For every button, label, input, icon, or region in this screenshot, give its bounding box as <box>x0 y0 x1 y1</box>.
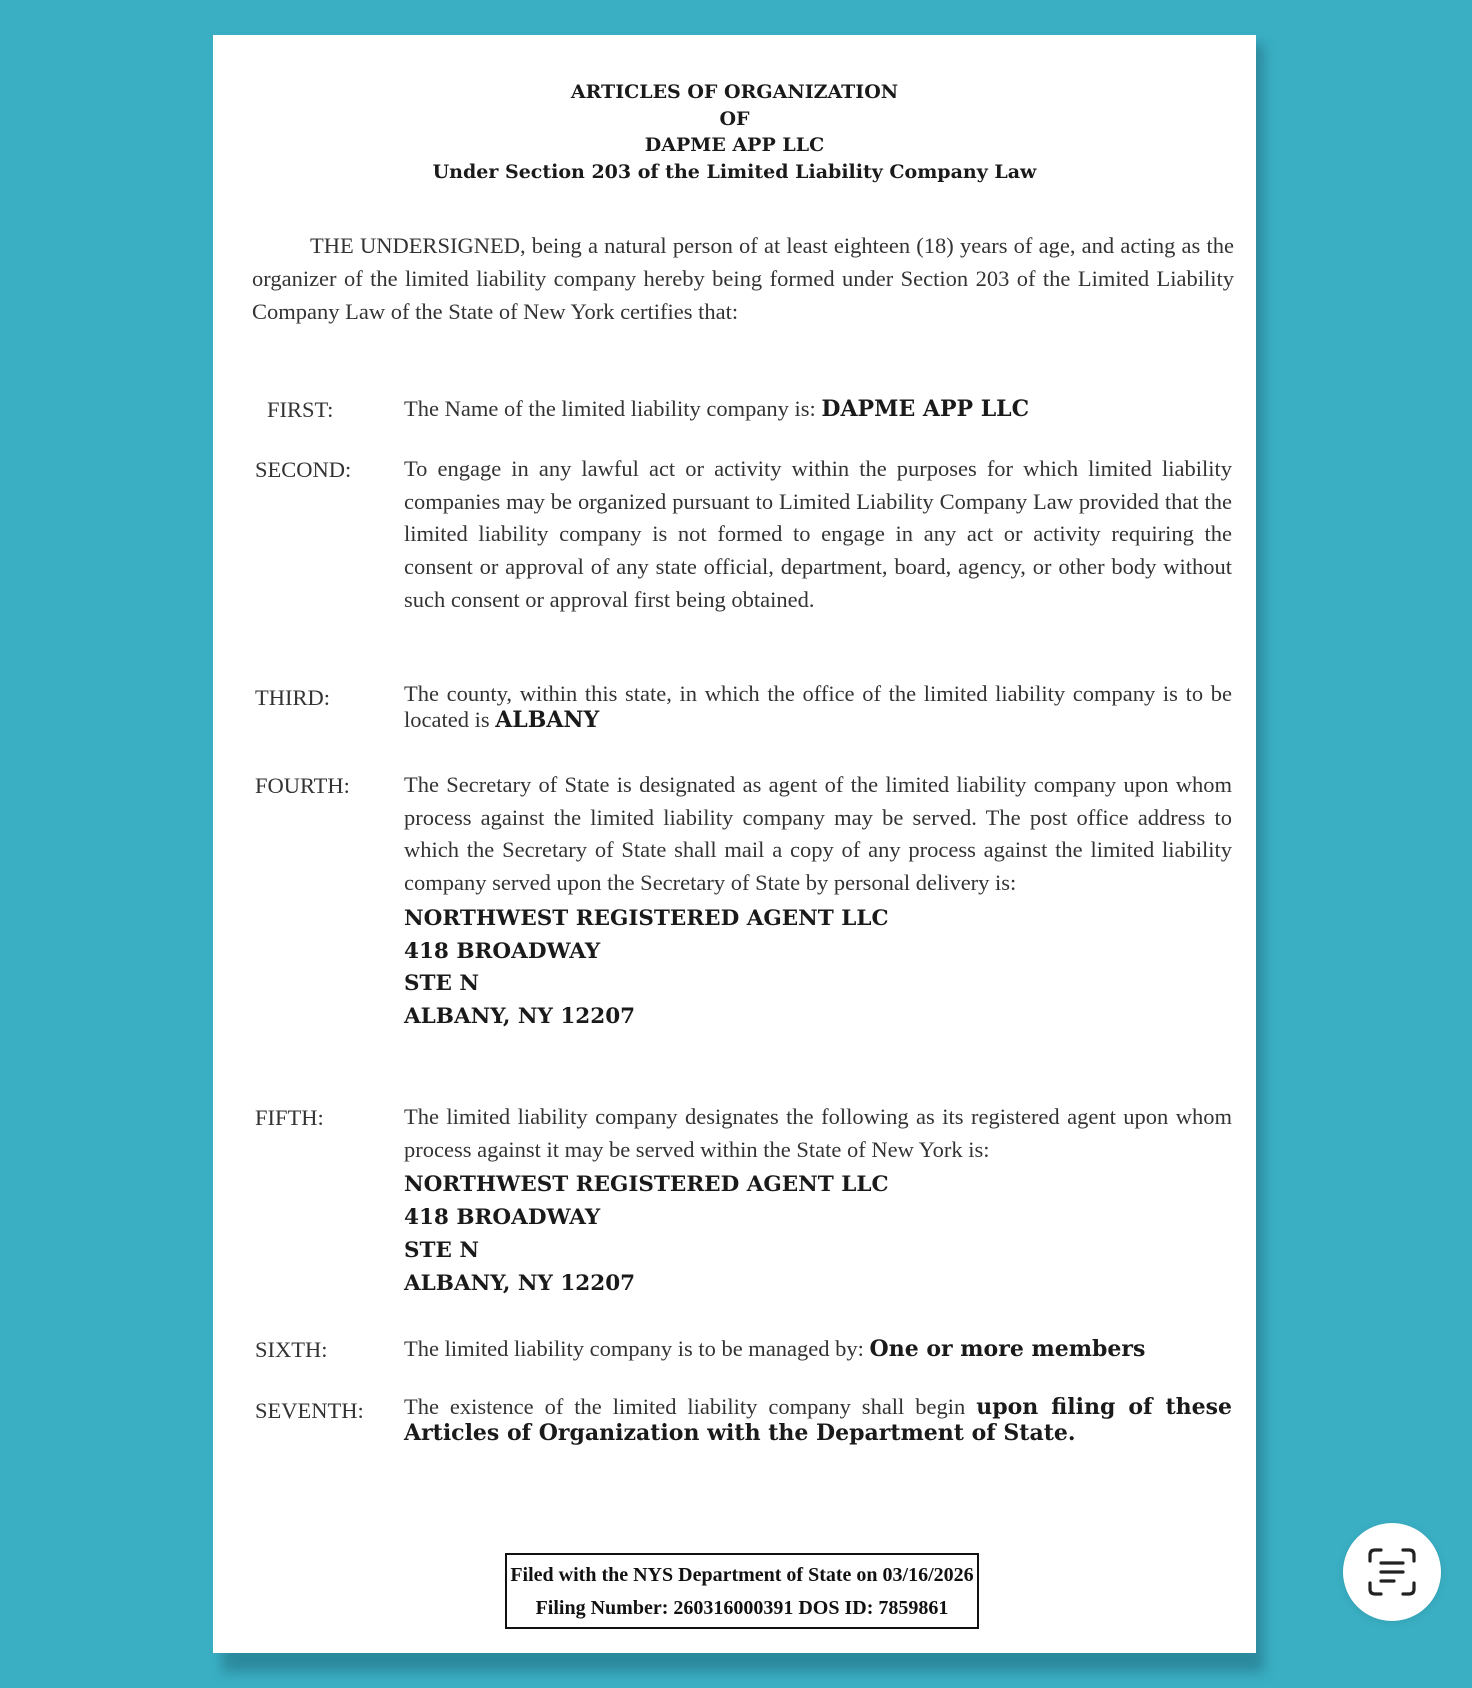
filing-stamp <box>505 1553 979 1629</box>
company-name: DAPME APP LLC <box>821 396 1030 422</box>
article-label: SEVENTH: <box>255 1398 364 1423</box>
document-header <box>213 79 1256 185</box>
article-body: The Secretary of State is designated as agent of the limited liability company upon whom process against the limited liability company may be served. The post office address to which the Secretary of State shall mail a copy of any process against the limited liability company served upon the Secretary of State by personal delivery is: <box>404 772 1232 896</box>
article-label: SIXTH: <box>255 1337 328 1362</box>
article-label: FOURTH: <box>255 773 350 798</box>
header-subtitle: Under Section 203 of the Limited Liability Company Law <box>432 160 1037 183</box>
agent-address <box>404 1169 1232 1300</box>
article-body: The Name of the limited liability company is: <box>404 396 822 421</box>
existence-clause: upon filing of these Articles of Organization with the Department of State. <box>404 1394 1232 1446</box>
header-of: OF <box>719 107 750 130</box>
article-text <box>404 1333 1232 1366</box>
article-text <box>404 1394 1232 1446</box>
scan-text-button[interactable] <box>1343 1523 1441 1621</box>
article-text <box>404 769 1232 1034</box>
article-label: FIRST: <box>267 397 334 422</box>
article-body: The limited liability company is to be managed by: <box>404 1336 870 1361</box>
article-label: SECOND: <box>255 457 352 482</box>
article-text <box>404 1101 1232 1300</box>
article-body: The county, within this state, in which the office of the limited liability company is to be located is <box>404 681 1232 732</box>
address-line: NORTHWEST REGISTERED AGENT LLC <box>404 905 889 931</box>
address-line: 418 BROADWAY <box>404 1205 601 1231</box>
address-line: STE N <box>404 1237 480 1263</box>
article-body: The limited liability company designates the following as its registered agent upon whom process against it may be served within the State of New York is: <box>404 1104 1232 1162</box>
agent-address <box>404 903 1232 1034</box>
header-title: ARTICLES OF ORGANIZATION <box>570 81 899 103</box>
intro-paragraph: THE UNDERSIGNED, being a natural person of at least eighteen (18) years of age, and acting as the organizer of the limited liability company hereby being formed under Section 203 of the Limited Liability Company Law of the State of New York certifies that: <box>252 233 1234 324</box>
address-line: ALBANY, NY 12207 <box>404 1270 636 1296</box>
address-line: NORTHWEST REGISTERED AGENT LLC <box>404 1172 889 1198</box>
address-line: ALBANY, NY 12207 <box>404 1003 636 1029</box>
article-text: To engage in any lawful act or activity within the purposes for which limited liability companies may be organized pursuant to Limited Liability Company Law provided that the limited liability company is not formed to engage in any act or activity requiring the consent or approval of any state official, department, board, agency, or other body without such consent or approval first being obtained. <box>404 456 1232 612</box>
article-body: The existence of the limited liability company shall begin <box>404 1394 977 1419</box>
header-company-name: DAPME APP LLC <box>644 134 825 156</box>
county-name: ALBANY <box>495 707 600 733</box>
address-line: STE N <box>404 971 480 997</box>
address-line: 418 BROADWAY <box>404 938 601 964</box>
document-page <box>213 35 1256 1653</box>
filing-number-line: Filing Number: 260316000391 DOS ID: 7859861 <box>535 1597 949 1619</box>
management-type: One or more members <box>869 1336 1146 1362</box>
article-label: THIRD: <box>255 685 330 710</box>
article-label: FIFTH: <box>255 1105 324 1130</box>
filing-date-line: Filed with the NYS Department of State on 03/16/2026 <box>510 1564 974 1586</box>
article-text <box>404 681 1232 733</box>
scan-text-icon <box>1366 1546 1418 1598</box>
article-text <box>404 393 1232 426</box>
